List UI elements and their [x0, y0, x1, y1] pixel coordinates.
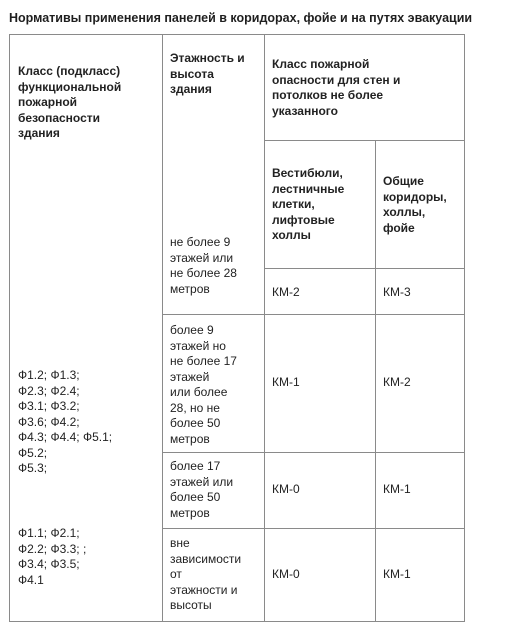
row-2-corridors: КМ-2: [383, 375, 411, 389]
col-divider-3: [375, 140, 376, 622]
group-classes-2: Ф1.1; Ф2.1; Ф2.2; Ф3.3; ; Ф3.4; Ф3.5; Ф4.1: [18, 526, 87, 587]
page-title: Нормативы применения панелей в коридорах, фойе и на путях эвакуации: [9, 11, 473, 25]
header-class: Класс (подкласс) функциональной пожарной безопасности здания: [18, 64, 122, 140]
row-divider-2: [162, 314, 465, 315]
row-3-lobby: КМ-0: [272, 482, 300, 496]
header-corridors: Общие коридоры, холлы, фойе: [383, 174, 447, 235]
row-2-floors: более 9 этажей но не более 17 этажей или более 28, но не более 50 метров: [170, 323, 237, 446]
table-border-bottom: [9, 621, 465, 622]
col-divider-2: [264, 34, 265, 622]
row-3-floors: более 17 этажей или более 50 метров: [170, 459, 234, 520]
header-lobby: Вестибюли, лестничные клетки, лифтовые холлы: [272, 166, 345, 242]
row-divider-3: [162, 452, 465, 453]
row-2-lobby: КМ-1: [272, 375, 300, 389]
row-4-lobby: КМ-0: [272, 567, 300, 581]
header-floors: Этажность и высота здания: [170, 51, 245, 96]
row-divider-header: [264, 140, 465, 141]
row-divider-1: [264, 268, 465, 269]
norms-table: [9, 34, 465, 622]
table-border-top: [9, 34, 465, 35]
row-4-floors: вне зависимости от этажности и высоты: [170, 536, 242, 612]
row-4-corridors: КМ-1: [383, 567, 411, 581]
table-border-left: [9, 34, 10, 622]
row-1-corridors: КМ-3: [383, 285, 411, 299]
row-3-corridors: КМ-1: [383, 482, 411, 496]
table-border-right: [464, 34, 465, 622]
row-1-floors: не более 9 этажей или не более 28 метров: [170, 235, 237, 296]
col-divider-1: [162, 34, 163, 622]
header-fire-class: Класс пожарной опасности для стен и потолков не более указанного: [272, 57, 401, 118]
group-classes-1: Ф1.2; Ф1.3; Ф2.3; Ф2.4; Ф3.1; Ф3.2; Ф3.6; Ф4.2; Ф4.3; Ф4.4; Ф5.1; Ф5.2; Ф5.3;: [18, 368, 113, 475]
row-divider-4: [162, 528, 465, 529]
row-1-lobby: КМ-2: [272, 285, 300, 299]
